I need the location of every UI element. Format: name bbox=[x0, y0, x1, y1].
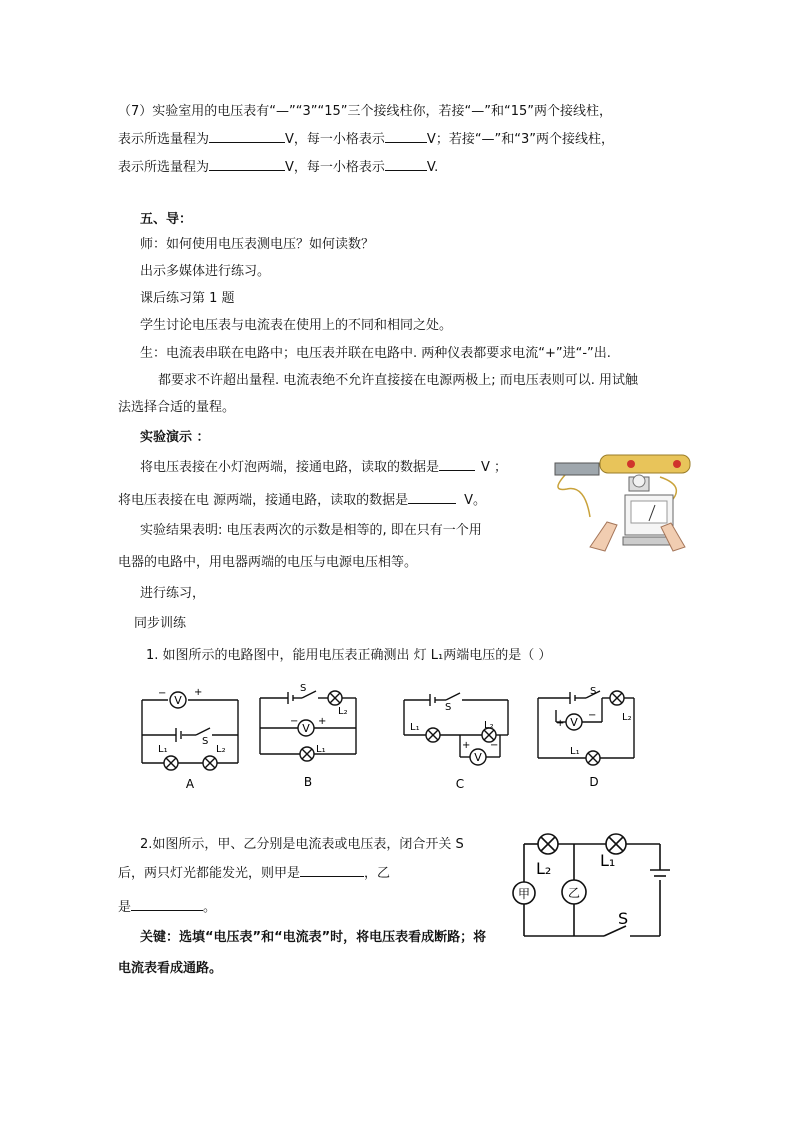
q2-line-1: 2.如图所示，甲、乙分别是电流表或电压表，闭合开关 S bbox=[140, 837, 464, 852]
q7-l2c: V；若接“—”和“3”两个接线柱， bbox=[426, 132, 615, 147]
demo-l1b: V ； bbox=[481, 460, 508, 475]
q7-line1: （7）实验室用的电压表有“—”“3”“15”三个接线柱你，若接“—”和“15”两个接线柱， bbox=[118, 104, 612, 119]
q2-line-2 bbox=[118, 864, 390, 882]
circuit-option-b[interactable] bbox=[258, 683, 358, 792]
svg-text:+: + bbox=[556, 718, 565, 729]
svg-text:L₂: L₂ bbox=[622, 712, 632, 723]
q2-l2a: 后，两只灯光都能发光，则甲是 bbox=[118, 866, 301, 881]
demo-heading: 实验演示 ： bbox=[140, 430, 210, 445]
hint-line-1: 关键：选填“电压表”和“电流表”时，将电压表看成断路；将 bbox=[140, 930, 487, 945]
reading-blank-2[interactable] bbox=[408, 491, 456, 504]
voltmeter-label: V bbox=[174, 694, 182, 707]
q7-line2 bbox=[118, 130, 614, 148]
demo-line-2 bbox=[118, 491, 486, 509]
yi-label: 乙 bbox=[567, 886, 581, 900]
svg-text:L₁: L₁ bbox=[410, 722, 420, 733]
svg-text:V: V bbox=[302, 722, 310, 735]
svg-text:+: + bbox=[462, 740, 471, 751]
svg-text:S: S bbox=[202, 736, 209, 747]
q2-circuit bbox=[512, 832, 672, 942]
hint-line-2: 电流表看成通路。 bbox=[118, 961, 223, 976]
svg-text:−: − bbox=[290, 716, 299, 727]
circuit-option-a[interactable] bbox=[140, 687, 240, 791]
student-line-1: 生：电流表串联在电路中；电压表并联在电路中. 两种仪表都要求电流“+”进“-”出. bbox=[140, 346, 611, 361]
demo-line-1 bbox=[140, 458, 507, 476]
student-line-2: 都要求不许超出量程. 电流表绝不允许直接接在电源两极上; 而电压表则可以. 用试触 bbox=[158, 373, 639, 388]
svg-text:+: + bbox=[318, 716, 327, 727]
section-heading: 五、导： bbox=[140, 212, 193, 227]
yi-blank[interactable] bbox=[131, 898, 203, 911]
jia-label: 甲 bbox=[517, 887, 531, 901]
sync-heading: 同步训练 bbox=[134, 616, 187, 631]
discuss-line: 学生讨论电压表与电流表在使用上的不同和相同之处。 bbox=[140, 318, 453, 333]
svg-text:−: − bbox=[490, 740, 499, 751]
practice-line: 进行练习， bbox=[140, 586, 206, 601]
division-blank-1[interactable] bbox=[385, 130, 427, 143]
svg-text:L₂: L₂ bbox=[484, 720, 494, 731]
svg-text:V: V bbox=[474, 751, 482, 764]
circuit-option-c[interactable] bbox=[400, 690, 512, 792]
svg-text:S: S bbox=[590, 686, 597, 697]
q2-line-3 bbox=[118, 898, 216, 916]
svg-text:V: V bbox=[570, 716, 578, 729]
l1-label: L₁ bbox=[600, 851, 616, 870]
division-blank-2[interactable] bbox=[385, 158, 427, 171]
range-blank-1[interactable] bbox=[209, 130, 285, 143]
l2-label: L₂ bbox=[536, 859, 552, 878]
jia-blank[interactable] bbox=[300, 864, 364, 877]
teacher-line: 师：如何使用电压表测电压？如何读数？ bbox=[140, 237, 375, 252]
experiment-photo bbox=[545, 447, 695, 555]
exercise-line: 课后练习第 1 题 bbox=[140, 291, 235, 306]
svg-text:S: S bbox=[300, 683, 307, 694]
result-line-2: 电器的电路中，用电器两端的电压与电源电压相等。 bbox=[118, 555, 418, 570]
s-label: S bbox=[618, 909, 629, 928]
option-b-label: B bbox=[303, 775, 313, 789]
q7-l2b: V，每一小格表示 bbox=[285, 132, 385, 147]
q1-text: 1. 如图所示的电路图中，能用电压表正确测出 灯 L₁两端电压的是（ ） bbox=[146, 648, 552, 663]
q7-l3b: V，每一小格表示 bbox=[285, 160, 385, 175]
result-line-1: 实验结果表明: 电压表两次的示数是相等的, 即在只有一个用 bbox=[140, 523, 482, 538]
q2-l3a: 是 bbox=[118, 900, 132, 915]
demo-l2b: V。 bbox=[464, 493, 487, 508]
option-d-label: D bbox=[589, 775, 599, 789]
q7-l2a: 表示所选量程为 bbox=[118, 132, 210, 147]
svg-text:L₂: L₂ bbox=[216, 744, 226, 755]
option-c-label: C bbox=[455, 777, 465, 791]
svg-text:−: − bbox=[588, 710, 597, 721]
svg-text:+: + bbox=[194, 687, 203, 698]
demo-l1a: 将电压表接在小灯泡两端，接通电路，读取的数据是 bbox=[140, 460, 440, 475]
range-blank-2[interactable] bbox=[209, 158, 285, 171]
svg-text:L₁: L₁ bbox=[316, 744, 326, 755]
multimedia-line: 出示多媒体进行练习。 bbox=[140, 264, 271, 279]
q2-l3b: 。 bbox=[203, 900, 217, 915]
q7-l3c: V. bbox=[426, 160, 439, 175]
svg-text:L₁: L₁ bbox=[570, 746, 580, 757]
svg-text:S: S bbox=[445, 702, 452, 713]
svg-text:−: − bbox=[158, 688, 167, 699]
q2-l2b: ，乙 bbox=[364, 866, 391, 881]
q7-line3 bbox=[118, 158, 438, 176]
svg-text:L₁: L₁ bbox=[158, 744, 168, 755]
circuit-option-d[interactable] bbox=[536, 686, 636, 792]
q7-l3a: 表示所选量程为 bbox=[118, 160, 210, 175]
student-line-3: 法选择合适的量程。 bbox=[118, 400, 236, 415]
option-a-label: A bbox=[185, 777, 195, 791]
reading-blank-1[interactable] bbox=[439, 458, 475, 471]
demo-l2a: 将电压表接在电 源两端，接通电路，读取的数据是 bbox=[118, 493, 409, 508]
svg-text:L₂: L₂ bbox=[338, 706, 348, 717]
